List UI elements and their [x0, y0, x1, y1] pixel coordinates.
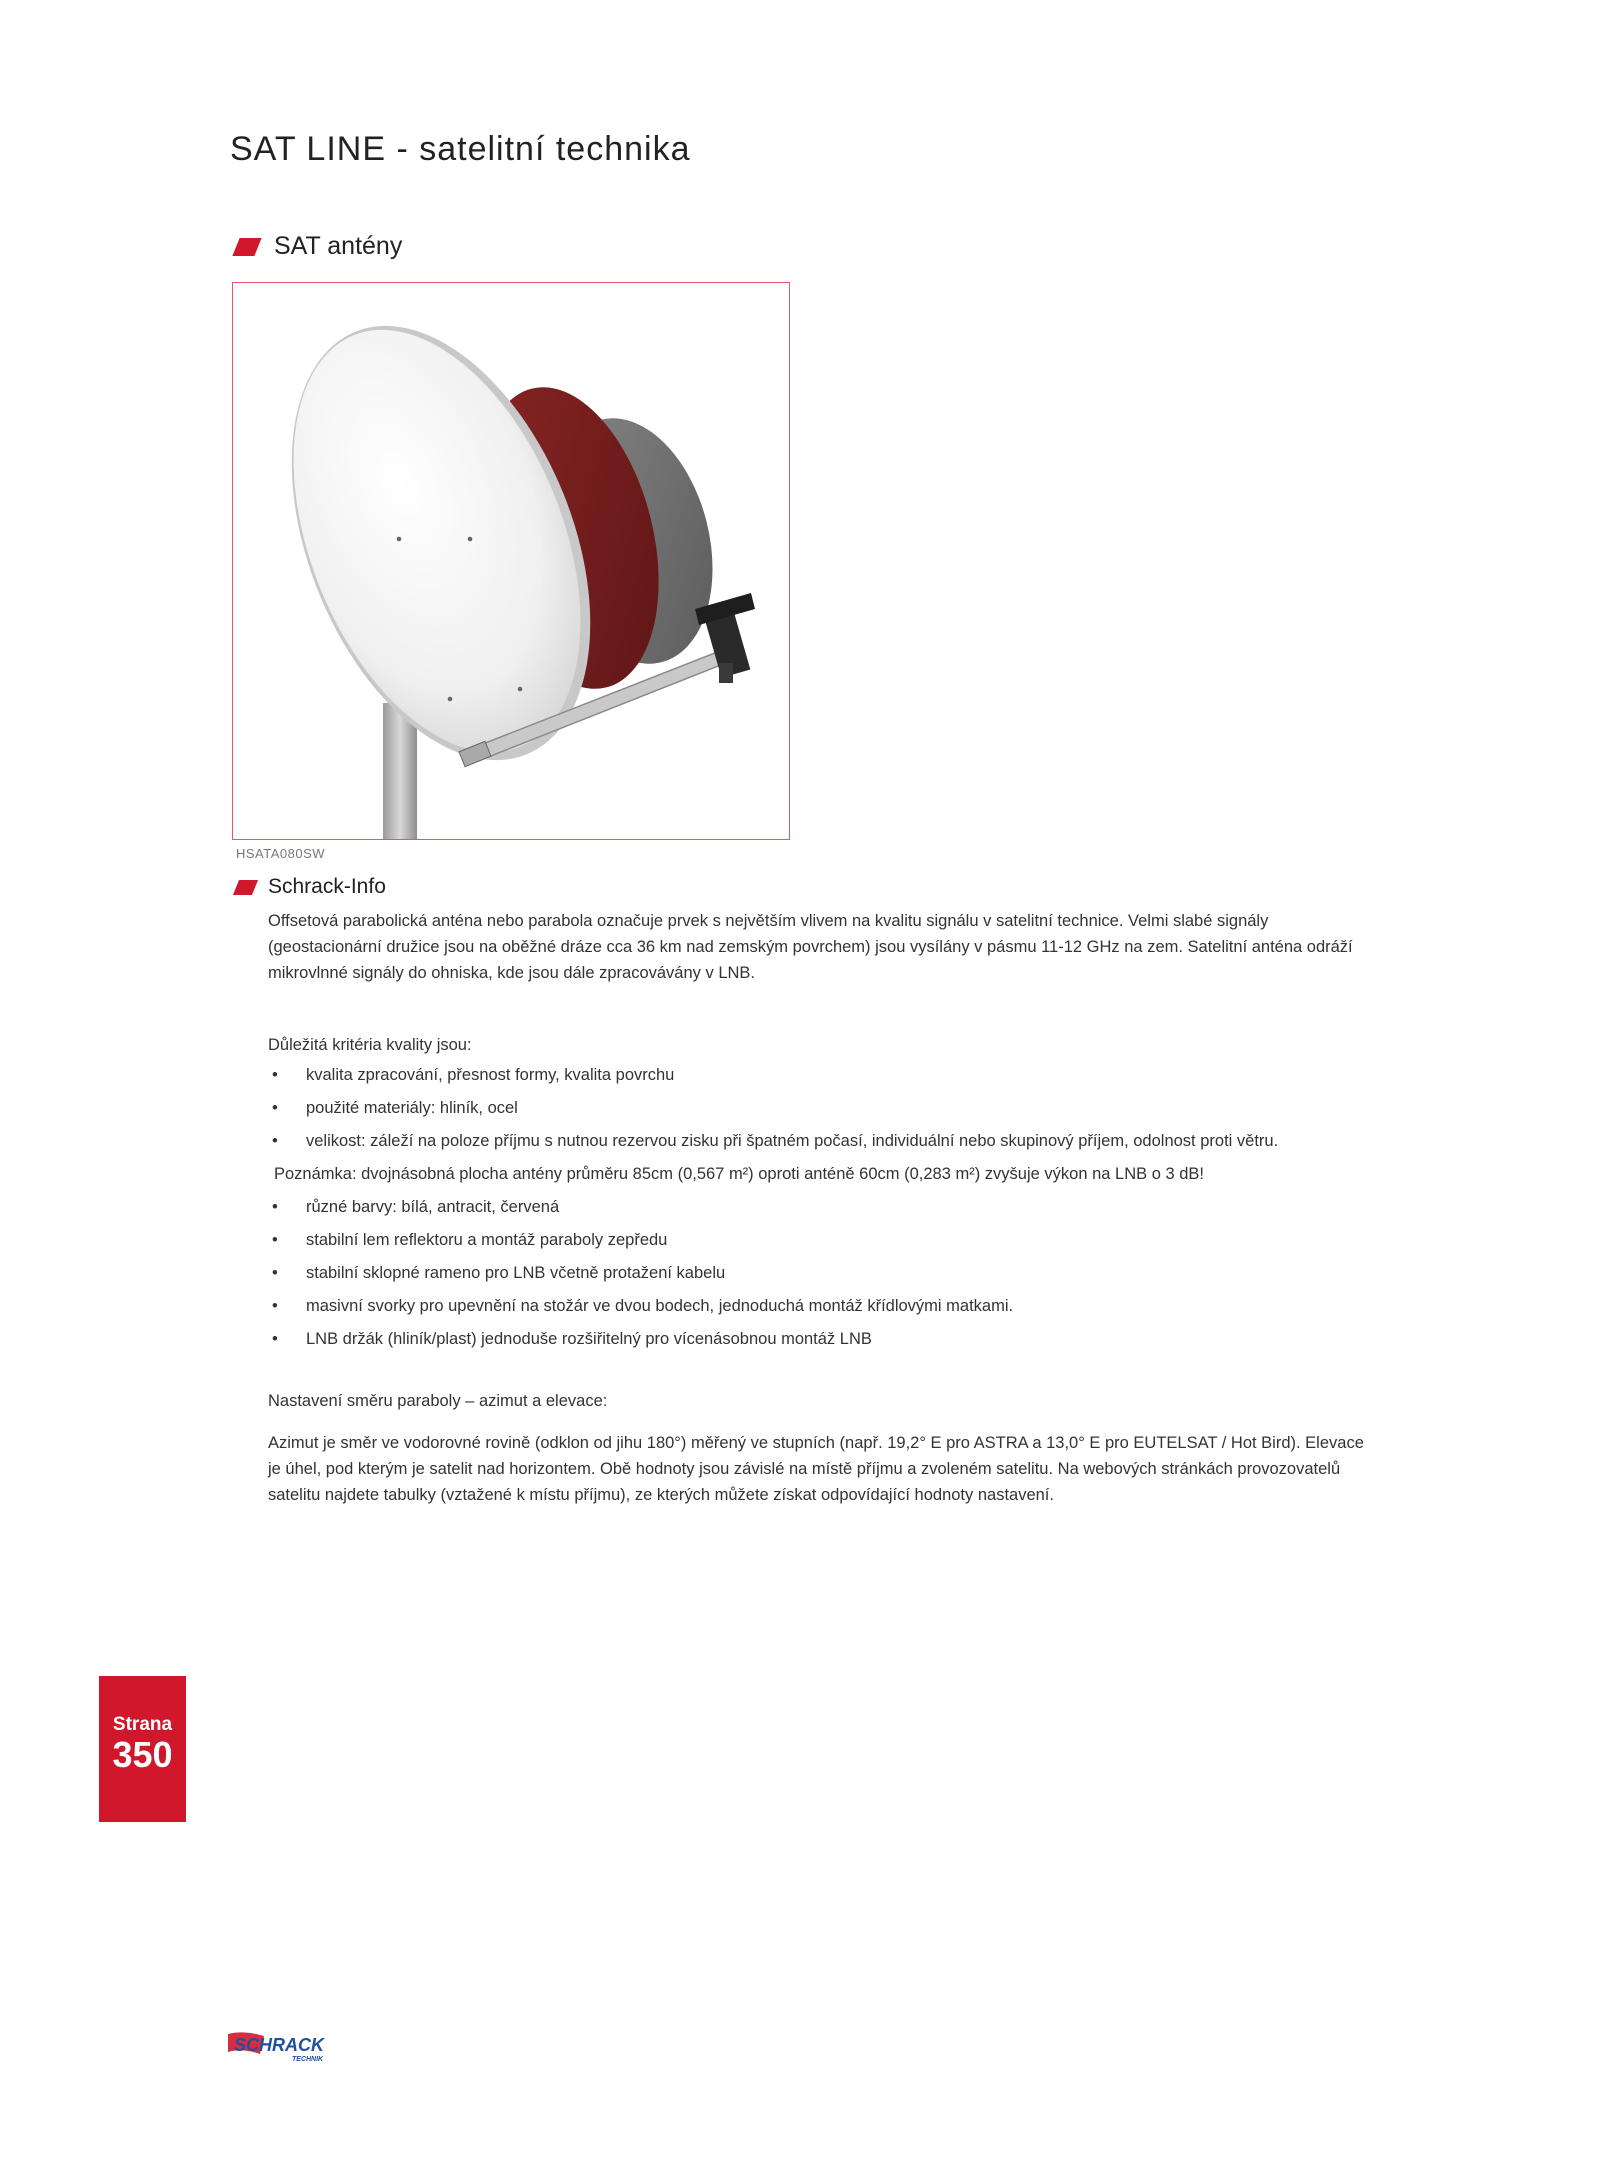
- list-item: • různé barvy: bílá, antracit, červená: [268, 1194, 1378, 1227]
- list-item: • použité materiály: hliník, ocel: [268, 1095, 1378, 1128]
- schrack-logo-icon: [224, 2030, 354, 2066]
- list-item: • stabilní sklopné rameno pro LNB včetně protažení kabelu: [268, 1260, 1378, 1293]
- setup-paragraph: Azimut je směr ve vodorovné rovině (odklon od jihu 180°) měřený ve stupních (např. 19,2° E pro ASTRA a 13,0° E pro EUTELSAT / Hot Bird). Elevace je úhel, pod kterým je satelit nad horizontem. Obě hodnoty jsou závislé na místě příjmu a zvoleném satelitu. Na webových stránkách provozovatelů satelitu najdete tabulky (vztažené k místu příjmu), ze kterých můžete získat odpovídající hodnoty nastavení.: [268, 1434, 1364, 1504]
- list-item: • stabilní lem reflektoru a montáž paraboly zepředu: [268, 1227, 1378, 1260]
- page-number-badge: [99, 1676, 186, 1822]
- section-marker-icon: [233, 880, 258, 895]
- page-title: SAT LINE - satelitní technika: [230, 130, 691, 168]
- criteria-title: Důležitá kritéria kvality jsou:: [268, 1036, 472, 1054]
- criteria-list: [268, 1062, 1378, 1359]
- section-heading-label: Schrack-Info: [268, 875, 386, 898]
- list-item: • kvalita zpracování, přesnost formy, kvalita povrchu: [268, 1062, 1378, 1095]
- setup-title: Nastavení směru paraboly – azimut a elevace:: [268, 1392, 608, 1410]
- page-label: Strana: [112, 1714, 173, 1735]
- list-item: • velikost: záleží na poloze příjmu s nutnou rezervou zisku při špatném počasí, individuální nebo skupinový příjem, odolnost proti větru.: [268, 1128, 1378, 1161]
- intro-paragraph: Offsetová parabolická anténa nebo parabola označuje prvek s největším vlivem na kvalitu signálu v satelitní technice. Velmi slabé signály (geostacionární družice jsou na oběžné dráze cca 36 km nad zemským povrchem) jsou vysílány v pásmu 11-12 GHz na zem. Satelitní anténa odráží mikrovlnné signály do ohniska, kde jsou dále zpracovávány v LNB.: [268, 912, 1353, 982]
- section-heading-sat-antennas: [236, 232, 402, 261]
- satellite-dish-image: [233, 283, 789, 839]
- logo-subtext: TECHNIK: [292, 2056, 324, 2063]
- logo-text: SCHRACK: [234, 2035, 324, 2055]
- section-heading-label: SAT antény: [274, 232, 403, 260]
- product-code: HSATA080SW: [236, 846, 326, 861]
- list-note: Poznámka: dvojnásobná plocha antény průměru 85cm (0,567 m²) oproti anténě 60cm (0,283 m²) zvyšuje výkon na LNB o 3 dB!: [274, 1165, 1204, 1183]
- page-number: 350: [112, 1734, 173, 1775]
- list-item: • LNB držák (hliník/plast) jednoduše rozšiřitelný pro vícenásobnou montáž LNB: [268, 1326, 1378, 1359]
- section-marker-icon: [232, 238, 261, 256]
- product-image-frame: [232, 282, 790, 840]
- section-heading-schrack-info: [236, 875, 386, 899]
- schrack-logo: [224, 2030, 354, 2071]
- list-item: • masivní svorky pro upevnění na stožár ve dvou bodech, jednoduchá montáž křídlovými matkami.: [268, 1293, 1378, 1326]
